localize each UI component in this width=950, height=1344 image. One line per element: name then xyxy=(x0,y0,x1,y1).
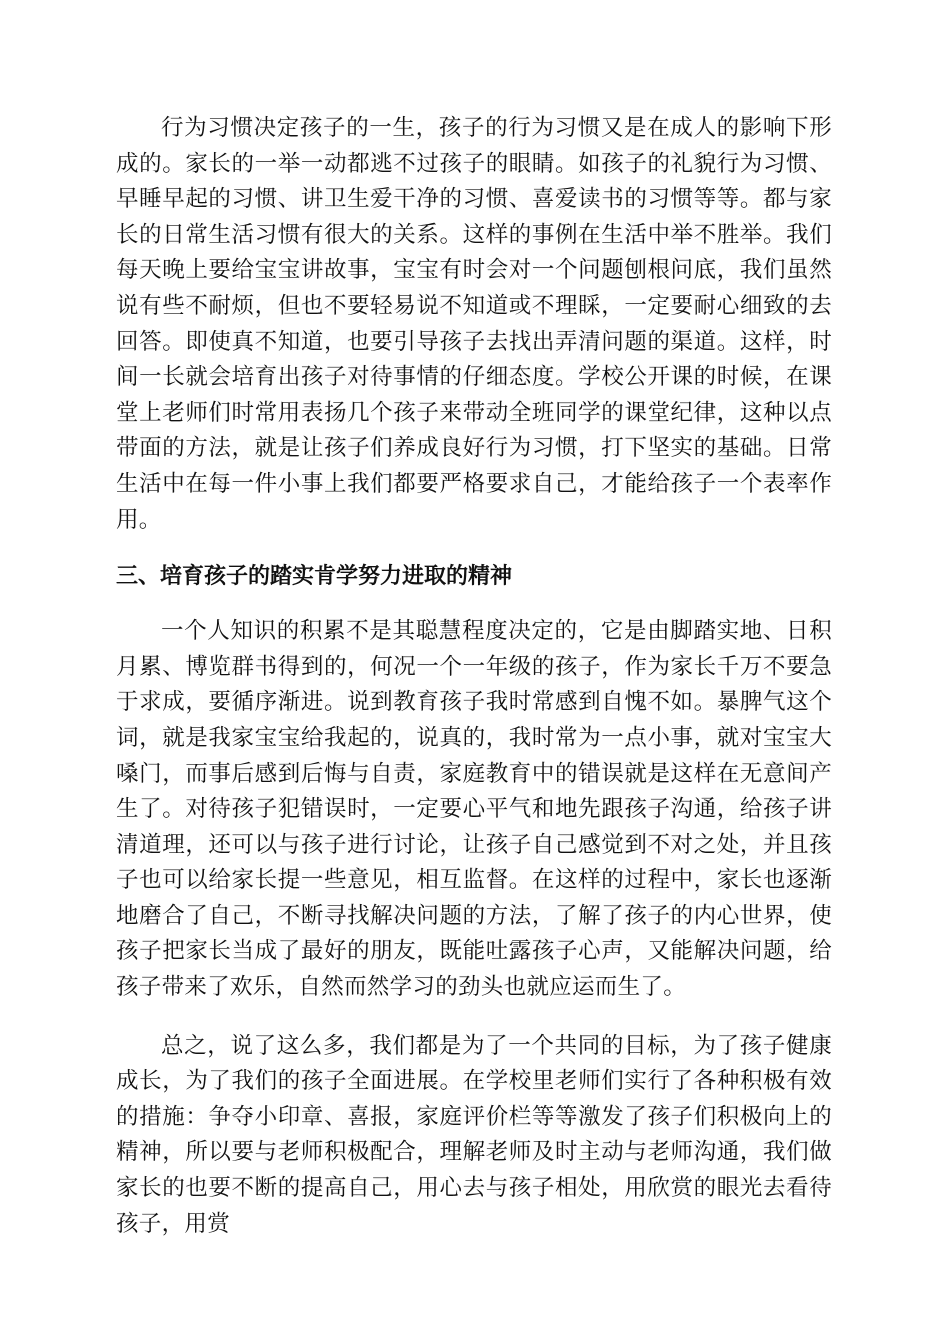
body-paragraph: 行为习惯决定孩子的一生，孩子的行为习惯又是在成人的影响下形成的。家长的一举一动都逃不过孩子的眼睛。如孩子的礼貌行为习惯、早睡早起的习惯、讲卫生爱干净的习惯、喜爱读书的习惯等等。都与家长的日常生活习惯有很大的关系。这样的事例在生活中举不胜举。我们每天晚上要给宝宝讲故事，宝宝有时会对一个问题刨根问底，我们虽然说有些不耐烦，但也不要轻易说不知道或不理睬，一定要耐心细致的去回答。即使真不知道，也要引导孩子去找出弄清问题的渠道。这样，时间一长就会培育出孩子对待事情的仔细态度。学校公开课的时候，在课堂上老师们时常用表扬几个孩子来带动全班同学的课堂纪律，这种以点带面的方法，就是让孩子们养成良好行为习惯，打下坚实的基础。日常生活中在每一件小事上我们都要严格要求自己，才能给孩子一个表率作用。 xyxy=(116,115,832,533)
body-paragraph: 总之，说了这么多，我们都是为了一个共同的目标，为了孩子健康成长，为了我们的孩子全面进展。在学校里老师们实行了各种积极有效的措施：争夺小印章、喜报，家庭评价栏等等激发了孩子们积极向上的精神，所以要与老师积极配合，理解老师及时主动与老师沟通，我们做家长的也要不断的提高自己，用心去与孩子相处，用欣赏的眼光去看待孩子，用赏 xyxy=(116,1032,832,1237)
section-heading: 三、培育孩子的踏实肯学努力进取的精神 xyxy=(116,564,513,590)
body-paragraph: 一个人知识的积累不是其聪慧程度决定的，它是由脚踏实地、日积月累、博览群书得到的，何况一个一年级的孩子，作为家长千万不要急于求成，要循序渐进。说到教育孩子我时常感到自愧不如。暴脾气这个词，就是我家宝宝给我起的，说真的，我时常为一点小事，就对宝宝大嗓门，而事后感到后悔与自责，家庭教育中的错误就是这样在无意间产生了。对待孩子犯错误时，一定要心平气和地先跟孩子沟通，给孩子讲清道理，还可以与孩子进行讨论，让孩子自己感觉到不对之处，并且孩子也可以给家长提一些意见，相互监督。在这样的过程中，家长也逐渐地磨合了自己，不断寻找解决问题的方法，了解了孩子的内心世界，使孩子把家长当成了最好的朋友，既能吐露孩子心声，又能解决问题，给孩子带来了欢乐，自然而然学习的劲头也就应运而生了。 xyxy=(116,618,832,1001)
document-page xyxy=(116,111,832,1242)
